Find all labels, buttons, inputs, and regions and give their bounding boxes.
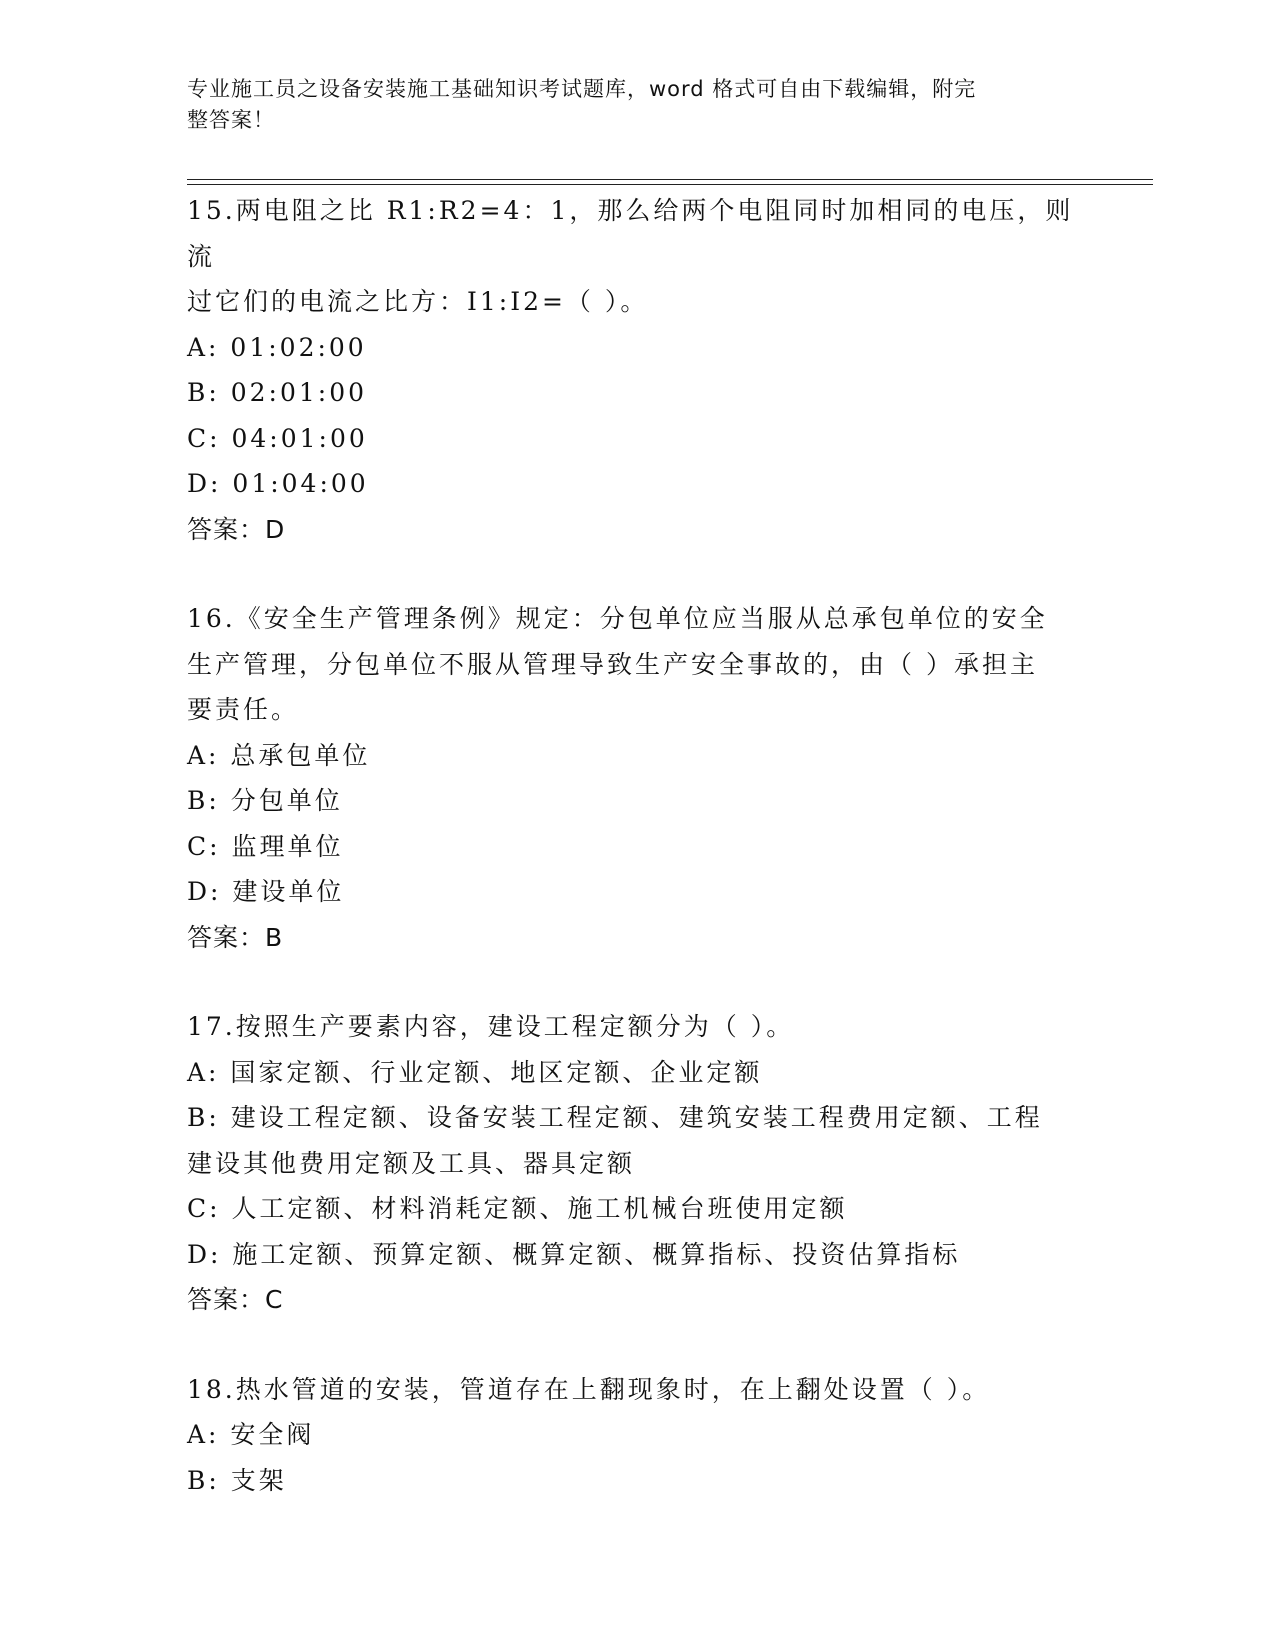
option-b: B: 分包单位 (187, 786, 343, 815)
question-stem-line: 18.热水管道的安装，管道存在上翻现象时，在上翻处设置（ ）。 (187, 1374, 991, 1404)
option-b: B: 建设工程定额、设备安装工程定额、建筑安装工程费用定额、工程 (187, 1103, 1043, 1132)
answer: 答案：D (187, 514, 286, 544)
question-18 (187, 1367, 1087, 1504)
document-header (187, 74, 1067, 136)
question-stem-line: 过它们的电流之比方：I1:I2=（ ）。 (187, 287, 649, 316)
option-d: D: 建设单位 (187, 877, 345, 906)
question-stem-line: 16.《安全生产管理条例》规定：分包单位应当服从总承包单位的安全 (187, 604, 1048, 633)
header-line-2: 整答案！ (187, 108, 275, 132)
question-stem-line: 17.按照生产要素内容，建设工程定额分为（ ）。 (187, 1012, 795, 1041)
question-list (187, 188, 1087, 1547)
question-16 (187, 596, 1087, 960)
question-stem-line: 要责任。 (187, 695, 300, 724)
question-stem-line: 15.两电阻之比 R1:R2=4：1，那么给两个电阻同时加相同的电压，则流 (187, 196, 1074, 271)
option-a: A: 01:02:00 (187, 332, 367, 362)
question-15 (187, 188, 1087, 552)
option-b: B: 02:01:00 (187, 378, 368, 407)
option-c: C: 监理单位 (187, 831, 344, 861)
option-a: A: 安全阀 (187, 1420, 315, 1449)
option-c: C: 04:01:00 (187, 423, 368, 453)
option-a: A: 总承包单位 (187, 740, 371, 770)
header-line-1: 专业施工员之设备安装施工基础知识考试题库，word 格式可自由下载编辑，附完 (187, 77, 977, 101)
answer: 答案：B (187, 922, 284, 952)
option-d: D: 施工定额、预算定额、概算定额、概算指标、投资估算指标 (187, 1239, 961, 1269)
option-a: A: 国家定额、行业定额、地区定额、企业定额 (187, 1057, 763, 1087)
option-d: D: 01:04:00 (187, 469, 369, 498)
option-b-continued: 建设其他费用定额及工具、器具定额 (187, 1148, 636, 1178)
answer: 答案：C (187, 1285, 284, 1314)
option-b: B: 支架 (187, 1465, 287, 1495)
header-divider (187, 179, 1153, 185)
option-c: C: 人工定额、材料消耗定额、施工机械台班使用定额 (187, 1194, 848, 1223)
question-stem-line: 生产管理，分包单位不服从管理导致生产安全事故的，由（ ）承担主 (187, 649, 1038, 679)
question-17 (187, 1004, 1087, 1323)
